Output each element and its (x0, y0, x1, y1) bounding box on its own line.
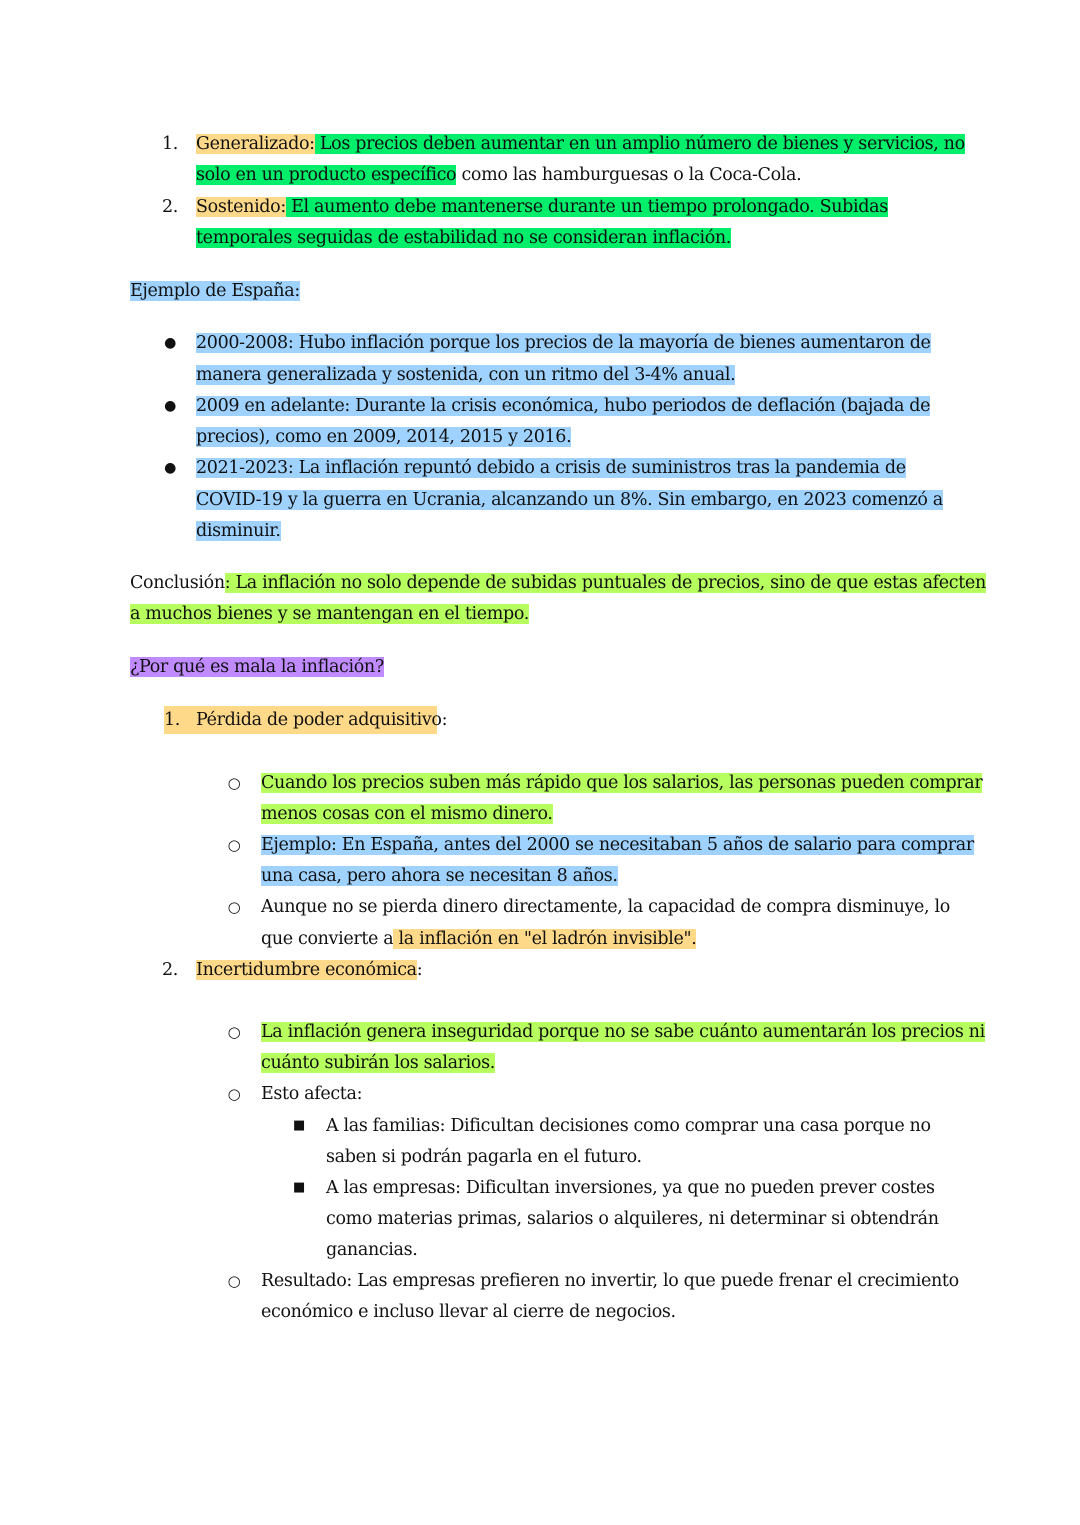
bullet-circle: ○ (227, 898, 241, 916)
sub-list-item (326, 1174, 935, 1202)
conclusion-paragraph (130, 569, 986, 597)
highlight-text: Cuando los precios suben más rápido que los salarios, las personas pueden comprar (261, 773, 983, 793)
list-item-continuation (196, 224, 731, 252)
highlight-text: manera generalizada y sostenida, con un ritmo del 3-4% anual. (196, 365, 736, 385)
conclusion-continuation (130, 600, 529, 628)
highlight-text: 2021-2023: La inflación repuntó debido a crisis de suministros tras la pandemia de (196, 458, 906, 478)
conclusion-label: Conclusión (130, 573, 225, 593)
highlight-text: solo en un producto específico (196, 165, 457, 185)
plain-text: como las hamburguesas o la Coca-Cola. (456, 165, 802, 185)
section-heading-why (130, 653, 384, 681)
bullet-dot: ● (164, 335, 176, 351)
heading-text: Ejemplo de España: (130, 281, 300, 301)
plain-text: Esto afecta: (261, 1084, 363, 1104)
bullet-circle: ○ (227, 1023, 241, 1041)
bullet-circle: ○ (227, 1085, 241, 1103)
highlight-text: Los precios deben aumentar en un amplio número de bienes y servicios, no (314, 134, 965, 154)
sub-list-item-continuation (326, 1143, 642, 1171)
conclusion-colon: : (224, 573, 231, 593)
list-item (261, 769, 982, 797)
sub-list-item-continuation (326, 1205, 939, 1233)
list-item-continuation (196, 423, 571, 451)
list-item-continuation (196, 361, 735, 389)
list-item (261, 1267, 959, 1295)
highlight-text: La inflación no solo depende de subidas puntuales de precios, sino de que estas afecten (230, 573, 986, 593)
list-item (196, 454, 906, 482)
list-item-generalizado (196, 130, 965, 158)
list-item (261, 893, 950, 921)
highlight-text: COVID-19 y la guerra en Ucrania, alcanzando un 8%. Sin embargo, en 2023 comenzó a (196, 490, 943, 510)
list-item (196, 392, 930, 420)
term-label: Generalizado (196, 134, 310, 154)
list-item-continuation (261, 1049, 495, 1077)
plain-text: que convierte a (261, 929, 394, 949)
list-number: 1. (162, 134, 178, 154)
title-colon: : (416, 960, 423, 980)
bullet-square: ■ (293, 1118, 305, 1133)
plain-text: Aunque no se pierda dinero directamente, la capacidad de compra disminuye, lo (261, 897, 950, 917)
bullet-circle: ○ (227, 1272, 241, 1290)
list-item-continuation (261, 1298, 676, 1326)
term-label: Sostenido (196, 197, 281, 217)
list-item-continuation (261, 925, 696, 953)
list-number: 2. (162, 197, 178, 217)
list-item (261, 1018, 985, 1046)
list-item-continuation (261, 800, 553, 828)
subsection-title-text: Pérdida de poder adquisitivo: (196, 710, 448, 730)
heading-text: ¿Por qué es mala la inflación? (130, 657, 384, 677)
highlight-text: El aumento debe mantenerse durante un tiempo prolongado. Subidas (285, 197, 888, 217)
plain-text: económico e incluso llevar al cierre de negocios. (261, 1302, 676, 1322)
list-item (261, 831, 974, 859)
highlight-text: temporales seguidas de estabilidad no se consideran inflación. (196, 228, 732, 248)
plain-text: saben si podrán pagarla en el futuro. (326, 1147, 642, 1167)
highlight-text: disminuir. (196, 521, 281, 541)
list-item-continuation (196, 486, 943, 514)
bullet-dot: ● (164, 398, 176, 414)
list-item-continuation (196, 161, 801, 189)
highlight-text: Ejemplo: En España, antes del 2000 se necesitaban 5 años de salario para comprar (261, 835, 974, 855)
highlight-text: 2000-2008: Hubo inflación porque los precios de la mayoría de bienes aumentaron de (196, 333, 931, 353)
highlight-text: 2009 en adelante: Durante la crisis económica, hubo periodos de deflación (bajada de (196, 396, 931, 416)
bullet-circle: ○ (227, 774, 241, 792)
plain-text: Resultado: Las empresas prefieren no invertir, lo que puede frenar el crecimiento (261, 1271, 959, 1291)
highlight-text: La inflación genera inseguridad porque no se sabe cuánto aumentarán los precios ni (261, 1022, 985, 1042)
bullet-dot: ● (164, 460, 176, 476)
highlight-text: la inflación en "el ladrón invisible". (393, 929, 697, 949)
highlight-text: cuánto subirán los salarios. (261, 1053, 495, 1073)
subsection-title-2 (196, 956, 422, 984)
list-item (196, 329, 931, 357)
bullet-circle: ○ (227, 836, 241, 854)
highlight-text: precios), como en 2009, 2014, 2015 y 2016. (196, 427, 572, 447)
highlight-text: a muchos bienes y se mantengan en el tiempo. (130, 604, 529, 624)
highlight-text: una casa, pero ahora se necesitan 8 años. (261, 866, 618, 886)
plain-text: como materias primas, salarios o alquileres, ni determinar si obtendrán (326, 1209, 939, 1229)
subsection-title-1 (164, 706, 448, 734)
list-item (261, 1080, 362, 1108)
list-number: 2. (162, 960, 178, 980)
sub-list-item-continuation (326, 1236, 418, 1264)
list-item-continuation (196, 517, 281, 545)
plain-text: A las familias: Dificultan decisiones como comprar una casa porque no (326, 1116, 931, 1136)
plain-text: A las empresas: Dificultan inversiones, ya que no pueden prever costes (326, 1178, 935, 1198)
bullet-square: ■ (293, 1180, 305, 1195)
highlight-text: menos cosas con el mismo dinero. (261, 804, 553, 824)
subsection-title-text: Incertidumbre económica (196, 960, 417, 980)
list-item-continuation (261, 862, 618, 890)
term-colon: : (309, 134, 315, 154)
sub-list-item (326, 1112, 931, 1140)
plain-text: ganancias. (326, 1240, 418, 1260)
term-colon: : (280, 197, 286, 217)
section-heading-spain (130, 277, 300, 305)
list-item-sostenido (196, 193, 888, 221)
list-number: 1. (164, 710, 180, 730)
